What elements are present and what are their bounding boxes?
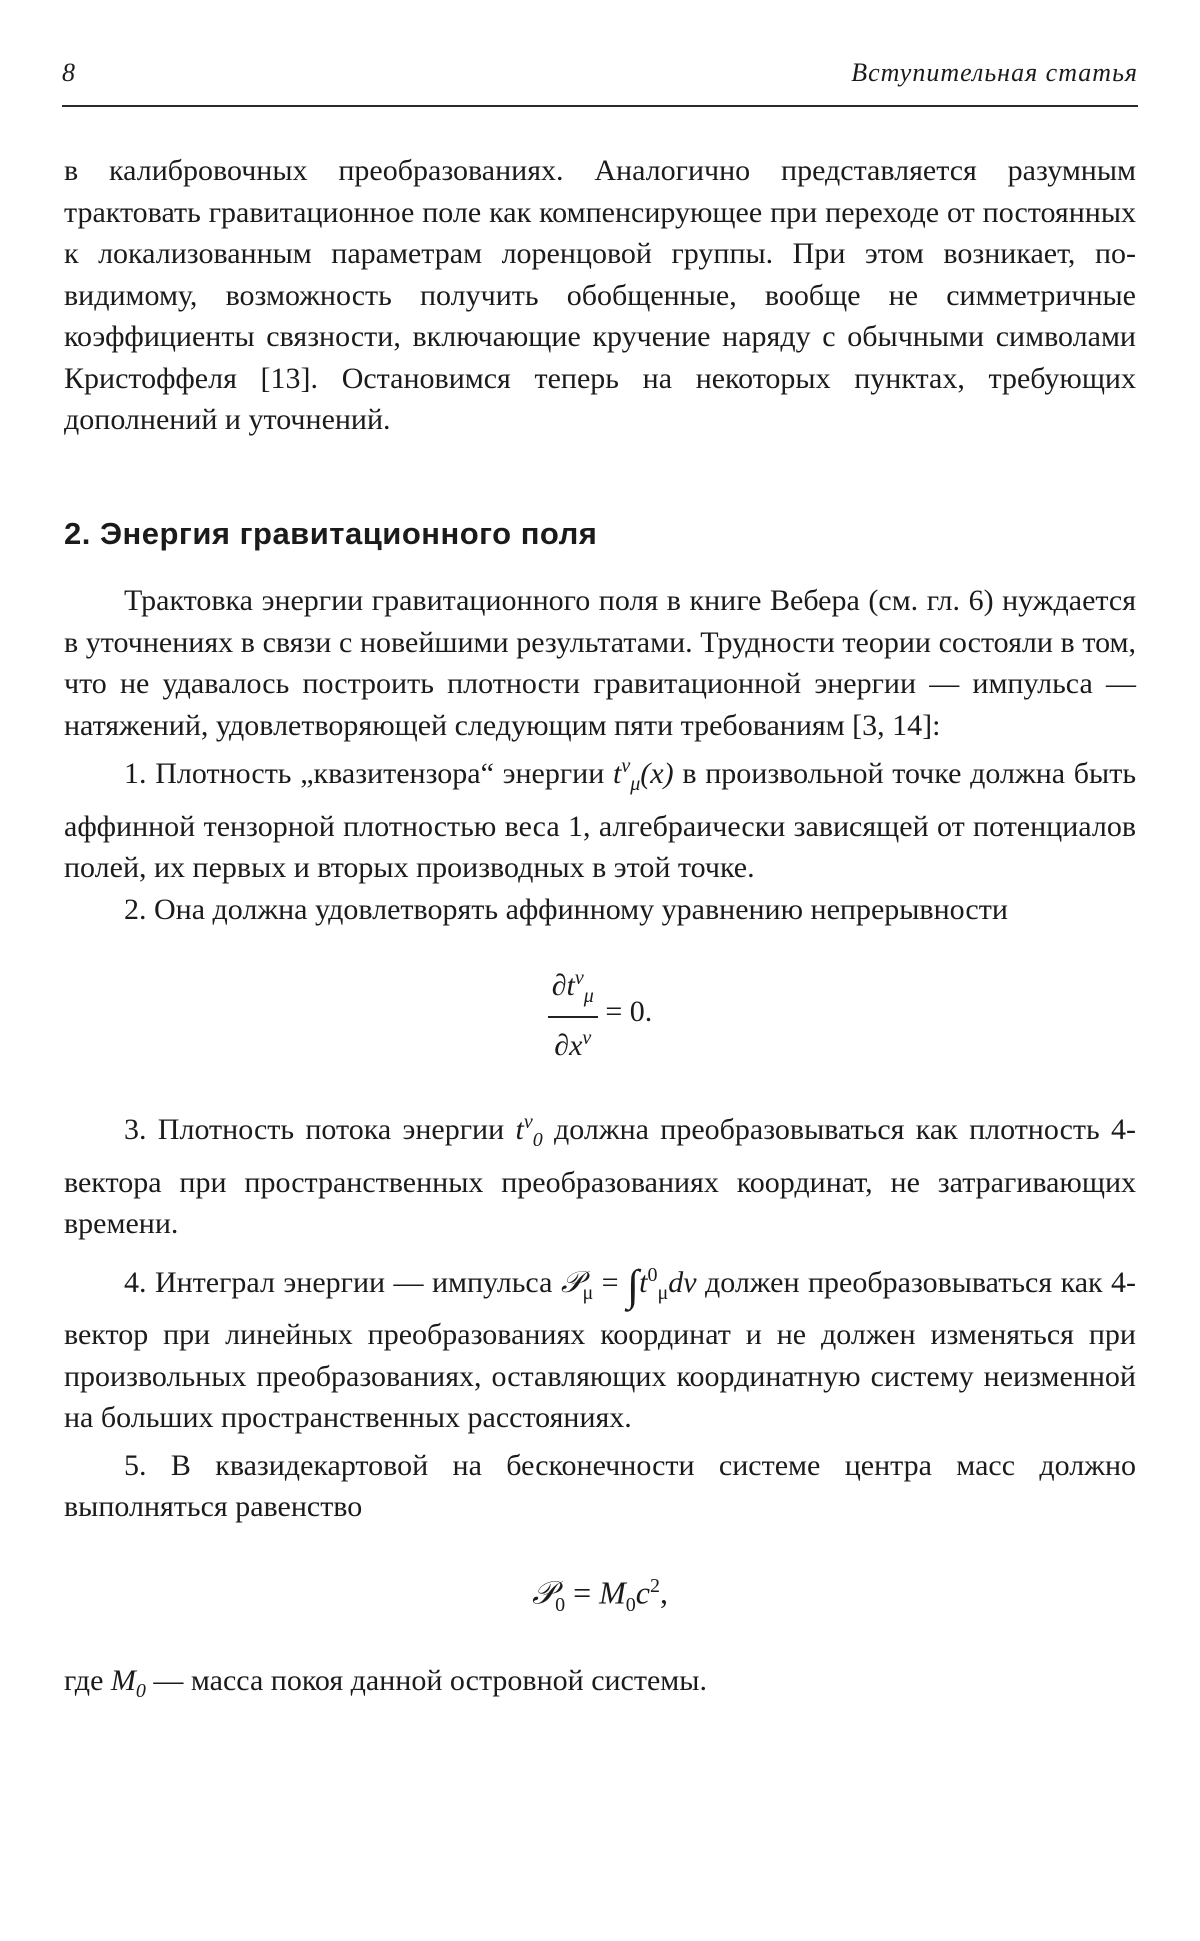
page-body bbox=[64, 150, 1136, 1713]
math-P-mu-integral: 𝒫$_\mu$ = $\int t^0_\mu dv$ bbox=[560, 1260, 697, 1310]
requirement-3 bbox=[64, 1102, 1136, 1245]
mass-energy-equation: 𝒫$_0$ = $M_0c^2$, bbox=[532, 1573, 668, 1616]
final-line bbox=[64, 1660, 1136, 1713]
section-heading: 2. Энергия гравитационного поля bbox=[64, 515, 598, 551]
continuity-equation bbox=[64, 958, 1136, 1066]
requirement-5: 5. В квазидекартовой на бесконечности системе центра масс должно выполняться равенство bbox=[64, 1448, 1136, 1523]
continuity-denominator: $\partial x^\nu$ bbox=[554, 1027, 592, 1062]
continuity-fraction bbox=[548, 958, 598, 1066]
running-head bbox=[62, 58, 1138, 98]
intro-paragraph: в калибровочных преобразованиях. Аналогично представляется разумным трактовать гравитационное поле как компенсирующее при переходе от постоянных к локализованным параметрам лоренцовой группы. При этом возникает, по-видимому, возможность получить обобщенные, вообще не симметричные коэффициенты связности, включающие кручение наряду с обычными символами Кристоффеля [13]. Остановимся теперь на некоторых пунктах, требующих дополнений и уточнений. bbox=[64, 154, 1136, 436]
page-number: 8 bbox=[62, 58, 75, 87]
running-title: Вступительная статья bbox=[851, 58, 1138, 87]
requirement-4-lead: 4. Интеграл энергии — импульса bbox=[124, 1265, 553, 1299]
math-t-nu-mu-x: $t^\nu_\mu(x)$ bbox=[613, 755, 674, 795]
requirement-1-rest: в произвольной точке должна быть аффинной тензорной плотностью веса 1, алгебраически зависящей от потенциалов полей, их первых и вторых производных в этой точке. bbox=[64, 757, 1137, 884]
continuity-rhs: = 0. bbox=[605, 995, 653, 1029]
math-t-nu-0: $t^\nu_0$ bbox=[515, 1111, 543, 1151]
continuity-numerator: $\partial t^\nu_\mu$ bbox=[548, 958, 598, 1018]
requirement-3-rest: должна преобразовываться как плотность 4-вектора при пространственных преобразованиях координат, не затрагивающих времени. bbox=[64, 1113, 1137, 1240]
requirement-2: 2. Она должна удовлетворять аффинному уравнению непрерывности bbox=[124, 892, 1008, 926]
requirement-4 bbox=[64, 1255, 1136, 1439]
requirement-3-lead: 3. Плотность потока энергии bbox=[124, 1113, 505, 1146]
requirement-1 bbox=[64, 746, 1136, 889]
header-rule bbox=[62, 105, 1138, 107]
requirement-1-lead: 1. Плотность „квазитензора“ энергии bbox=[124, 757, 605, 790]
requirement-4-rest: должен преобразовываться как 4-вектор при линейных преобразованиях координат и не должен изменяться при произвольных преобразованиях, оставляющих координатную систему неизменной на больших пространственных расстояниях. bbox=[64, 1265, 1137, 1434]
math-M0: $M_0$ bbox=[110, 1664, 146, 1703]
final-line-rest: — масса покоя данной островной системы. bbox=[153, 1664, 707, 1698]
treatment-paragraph: Трактовка энергии гравитационного поля в книге Вебера (см. гл. 6) нуждается в уточнениях в связи с новейшими результатами. Трудности теории состояли в том, что не удавалось построить плотности гравитационной энергии — импульса — натяжений, удовлетворяющей следующим пяти требованиям [3, 14]: bbox=[64, 584, 1136, 742]
final-line-lead: где bbox=[64, 1664, 104, 1698]
